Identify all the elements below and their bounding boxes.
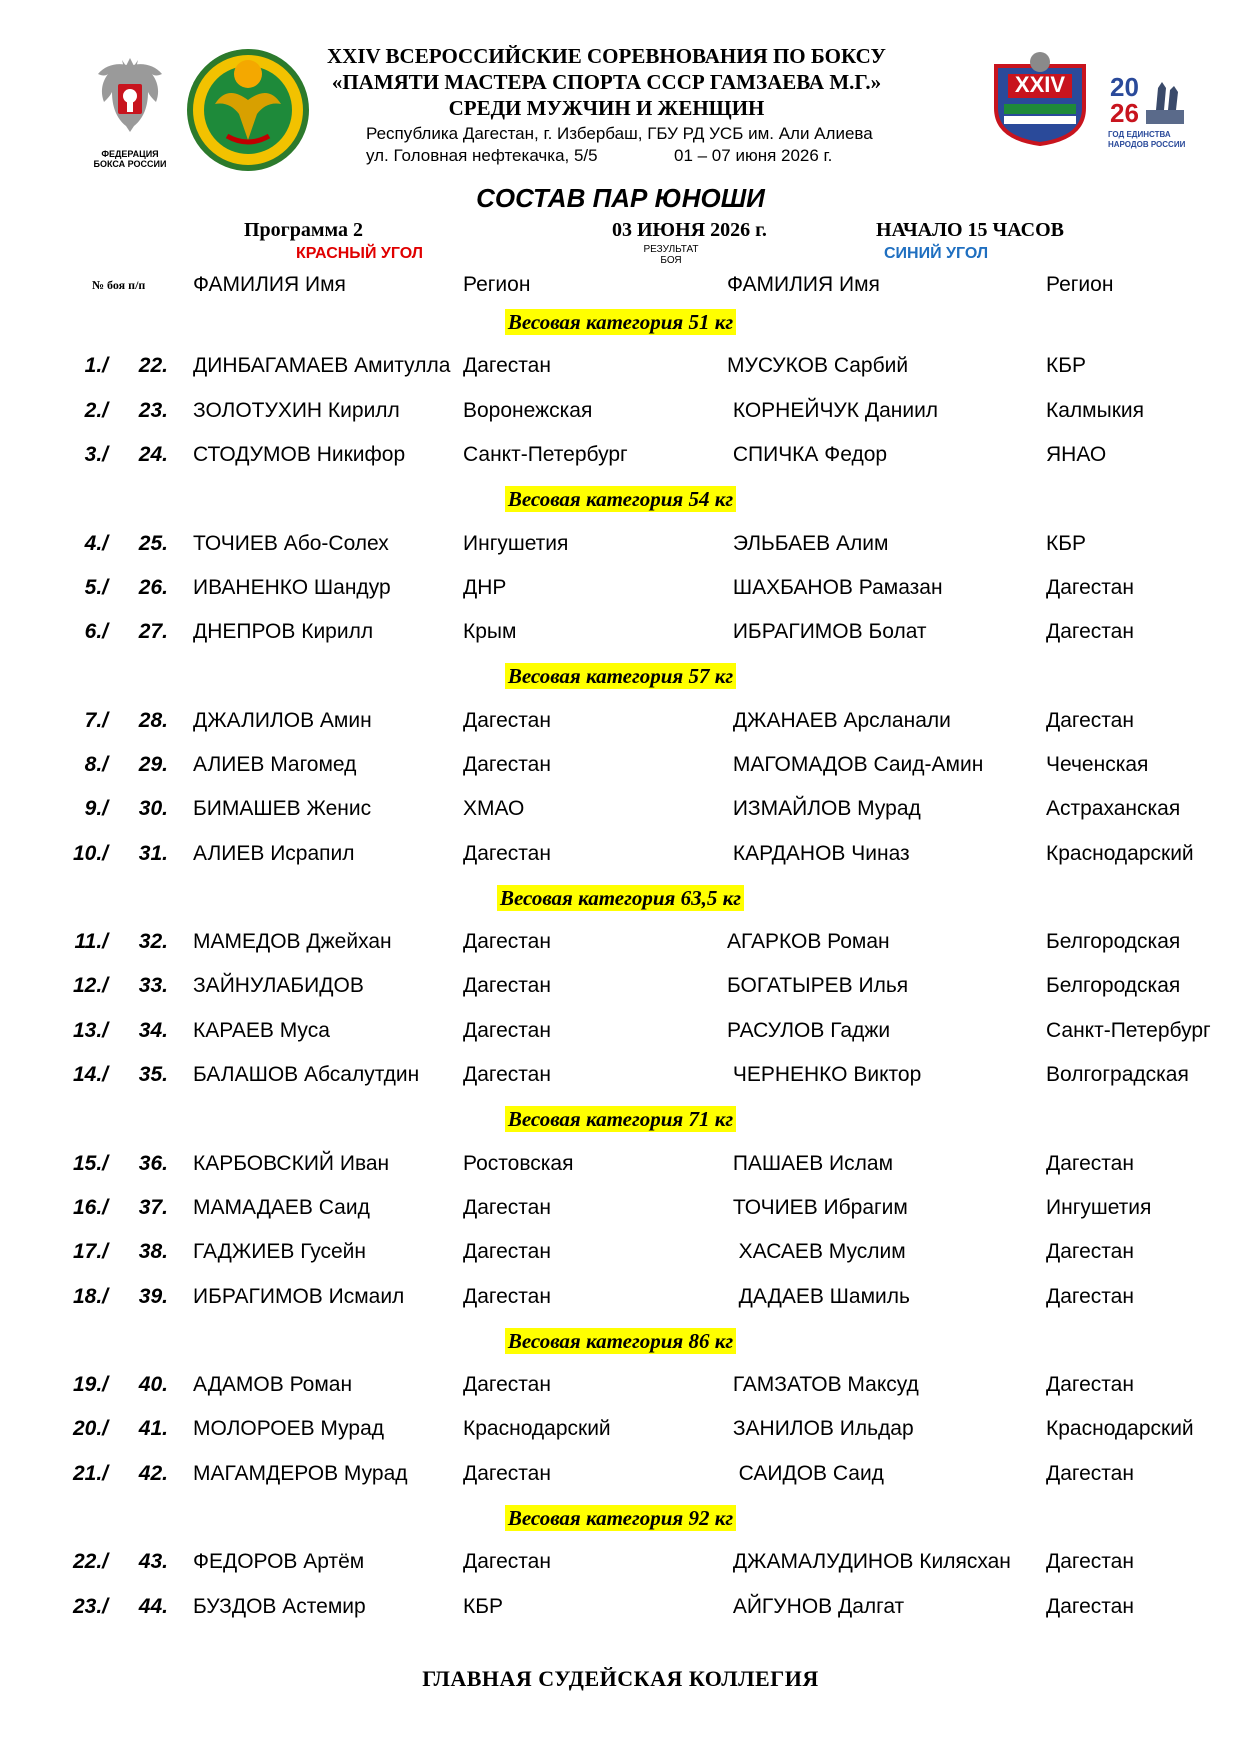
blue-fighter-name: КОРНЕЙЧУК Даниил — [727, 399, 939, 422]
blue-corner-label: СИНИЙ УГОЛ — [884, 245, 989, 262]
red-fighter-region: Дагестан — [463, 842, 551, 865]
bout-number: 28. — [138, 709, 168, 732]
bout-order: 8./ — [84, 753, 108, 776]
red-fighter-name: МАГАМДЕРОВ Мурад — [193, 1462, 408, 1485]
blue-fighter-region: Дагестан — [1046, 1240, 1134, 1263]
result-header-line-1: РЕЗУЛЬТАТ — [643, 244, 699, 255]
bout-row — [0, 1196, 1241, 1226]
red-fighter-name: СТОДУМОВ Никифор — [193, 443, 406, 466]
weight-category-header — [0, 310, 1241, 340]
red-fighter-region: Дагестан — [463, 354, 551, 377]
bout-number: 22. — [138, 354, 168, 377]
red-fighter-region: КБР — [463, 1595, 504, 1618]
bout-row — [0, 930, 1241, 960]
bout-number: 32. — [138, 930, 168, 953]
bout-number: 36. — [138, 1152, 168, 1175]
blue-fighter-name: САИДОВ Саид — [727, 1462, 884, 1485]
red-fighter-region: Дагестан — [463, 753, 551, 776]
bout-row — [0, 1550, 1241, 1580]
blue-fighter-region: Дагестан — [1046, 1285, 1134, 1308]
blue-fighter-region: Дагестан — [1046, 1373, 1134, 1396]
bout-number: 42. — [138, 1462, 168, 1485]
bout-row — [0, 354, 1241, 384]
bout-number: 25. — [138, 532, 168, 555]
header-line-2: «ПАМЯТИ МАСТЕРА СПОРТА СССР ГАМЗАЕВА М.Г.» — [331, 70, 882, 94]
dates-text: 01 – 07 июня 2026 г. — [674, 146, 833, 165]
bout-order: 14./ — [72, 1063, 108, 1086]
blue-fighter-region: Дагестан — [1046, 1595, 1134, 1618]
weight-category-header — [0, 1107, 1241, 1137]
bout-number: 39. — [138, 1285, 168, 1308]
blue-fighter-region: Дагестан — [1046, 1152, 1134, 1175]
red-fighter-name: БУЗДОВ Астемир — [193, 1595, 366, 1618]
weight-category-header — [0, 1506, 1241, 1536]
blue-fighter-region: Белгородская — [1046, 930, 1181, 953]
blue-fighter-region: Дагестан — [1046, 620, 1134, 643]
bout-row — [0, 576, 1241, 606]
blue-fighter-region: Дагестан — [1046, 709, 1134, 732]
bout-order: 1./ — [84, 354, 108, 377]
red-fighter-name: АДАМОВ Роман — [193, 1373, 353, 1396]
red-fighter-name: БАЛАШОВ Абсалутдин — [193, 1063, 420, 1086]
bout-order: 23./ — [72, 1595, 108, 1618]
red-fighter-name: ДНЕПРОВ Кирилл — [193, 620, 374, 643]
bout-order: 12./ — [72, 974, 108, 997]
bout-number: 26. — [138, 576, 168, 599]
blue-fighter-name: ХАСАЕВ Муслим — [727, 1240, 906, 1263]
red-fighter-name: ЗАЙНУЛАБИДОВ — [193, 974, 364, 997]
bout-row — [0, 1240, 1241, 1270]
red-fighter-region: Дагестан — [463, 974, 551, 997]
red-fighter-region: Дагестан — [463, 1196, 551, 1219]
bout-row — [0, 797, 1241, 827]
footer-signature: ГЛАВНАЯ СУДЕЙСКАЯ КОЛЛЕГИЯ — [422, 1666, 819, 1691]
blue-fighter-name: ЗАНИЛОВ Ильдар — [727, 1417, 914, 1440]
blue-fighter-name: ГАМЗАТОВ Максуд — [727, 1373, 919, 1396]
weight-category-header — [0, 886, 1241, 916]
bout-number: 24. — [138, 443, 168, 466]
red-fighter-region: ХМАО — [463, 797, 525, 820]
federation-caption-2: БОКСА РОССИИ — [93, 159, 167, 169]
bout-order: 6./ — [84, 620, 108, 643]
blue-fighter-name: ДАДАЕВ Шамиль — [727, 1285, 910, 1308]
bout-order: 17./ — [72, 1240, 108, 1263]
bout-row — [0, 1595, 1241, 1625]
bout-number: 30. — [138, 797, 168, 820]
unity-year-bottom: 26 — [1110, 98, 1139, 128]
weight-category-header — [0, 487, 1241, 517]
bout-order: 16./ — [72, 1196, 108, 1219]
blue-fighter-region: Астраханская — [1046, 797, 1181, 820]
bout-order: 18./ — [72, 1285, 108, 1308]
blue-fighter-region: Дагестан — [1046, 1550, 1134, 1573]
bout-number: 29. — [138, 753, 168, 776]
blue-fighter-name: СПИЧКА Федор — [727, 443, 888, 466]
bout-row — [0, 1417, 1241, 1447]
red-fighter-name: ЗОЛОТУХИН Кирилл — [193, 399, 400, 422]
blue-fighter-name: АЙГУНОВ Далгат — [727, 1595, 905, 1618]
blue-fighter-name: ЧЕРНЕНКО Виктор — [727, 1063, 922, 1086]
red-fighter-region: Санкт-Петербург — [463, 443, 628, 466]
bout-number: 40. — [138, 1373, 168, 1396]
blue-fighter-region: Волгоградская — [1046, 1063, 1189, 1086]
blue-fighter-name: МАГОМАДОВ Саид-Амин — [727, 753, 984, 776]
red-fighter-region: Дагестан — [463, 930, 551, 953]
blue-fighter-name: ДЖАМАЛУДИНОВ Килясхан — [727, 1550, 1011, 1573]
bout-order: 15./ — [72, 1152, 108, 1175]
bout-number: 23. — [138, 399, 168, 422]
red-corner-label: КРАСНЫЙ УГОЛ — [296, 245, 423, 262]
blue-fighter-region: Дагестан — [1046, 576, 1134, 599]
blue-fighter-name: КАРДАНОВ Чиназ — [727, 842, 910, 865]
address-text: ул. Головная нефтекачка, 5/5 — [366, 146, 598, 165]
program-label: Программа 2 — [244, 219, 363, 241]
bout-number: 43. — [138, 1550, 168, 1573]
weight-category-header — [0, 664, 1241, 694]
red-fighter-name: ИБРАГИМОВ Исмаил — [193, 1285, 405, 1308]
blue-fighter-region: КБР — [1046, 354, 1087, 377]
bout-row — [0, 1152, 1241, 1182]
bout-order: 7./ — [84, 709, 108, 732]
blue-fighter-region: Калмыкия — [1046, 399, 1144, 422]
bout-row — [0, 1019, 1241, 1049]
program-date: 03 ИЮНЯ 2026 г. — [612, 219, 767, 241]
blue-fighter-name: ДЖАНАЕВ Арсланали — [727, 709, 951, 732]
red-fighter-name: ДИНБАГАМАЕВ Амитулла — [193, 354, 451, 377]
blue-fighter-region: Ингушетия — [1046, 1196, 1152, 1219]
red-fighter-name: МАМАДАЕВ Саид — [193, 1196, 370, 1219]
bout-number: 27. — [138, 620, 168, 643]
bout-order: 11./ — [74, 930, 108, 953]
red-fighter-name: ИВАНЕНКО Шандур — [193, 576, 391, 599]
bout-row — [0, 709, 1241, 739]
unity-year-top: 20 — [1110, 72, 1139, 102]
blue-fighter-region: Белгородская — [1046, 974, 1181, 997]
bout-order: 5./ — [84, 576, 108, 599]
weight-category-title: Весовая категория 86 кг — [505, 1328, 736, 1354]
bout-row — [0, 443, 1241, 473]
bout-number: 31. — [138, 842, 168, 865]
bout-row — [0, 1063, 1241, 1093]
red-fighter-name: БИМАШЕВ Женис — [193, 797, 372, 820]
blue-fighter-name: ИБРАГИМОВ Болат — [727, 620, 927, 643]
bout-number: 33. — [138, 974, 168, 997]
bout-number: 35. — [138, 1063, 168, 1086]
blue-fighter-name: ПАШАЕВ Ислам — [727, 1152, 894, 1175]
bout-number: 37. — [138, 1196, 168, 1219]
red-fighter-name: ФЕДОРОВ Артём — [193, 1550, 365, 1573]
red-fighter-name: ГАДЖИЕВ Гусейн — [193, 1240, 366, 1263]
blue-fighter-name: БОГАТЫРЕВ Илья — [727, 974, 909, 997]
column-header-number: № боя п/п — [92, 278, 146, 292]
blue-fighter-name: ИЗМАЙЛОВ Мурад — [727, 797, 921, 820]
red-fighter-region: Ростовская — [463, 1152, 574, 1175]
red-fighter-name: КАРБОВСКИЙ Иван — [193, 1152, 390, 1175]
red-fighter-region: Дагестан — [463, 1462, 551, 1485]
weight-category-title: Весовая категория 71 кг — [505, 1106, 736, 1132]
red-fighter-region: Дагестан — [463, 1063, 551, 1086]
bout-order: 3./ — [84, 443, 108, 466]
red-fighter-region: Дагестан — [463, 1285, 551, 1308]
bout-order: 21./ — [72, 1462, 108, 1485]
blue-fighter-region: Дагестан — [1046, 1462, 1134, 1485]
column-header-red-region: Регион — [463, 273, 531, 296]
unity-caption-2: НАРОДОВ РОССИИ — [1108, 140, 1186, 149]
weight-category-header — [0, 1329, 1241, 1359]
event-badge-numeral: XXIV — [1014, 72, 1066, 97]
blue-fighter-name: ТОЧИЕВ Ибрагим — [727, 1196, 908, 1219]
unity-caption-1: ГОД ЕДИНСТВА — [1108, 130, 1171, 139]
bout-row — [0, 532, 1241, 562]
weight-category-title: Весовая категория 54 кг — [505, 486, 736, 512]
blue-fighter-name: АГАРКОВ Роман — [727, 930, 890, 953]
bout-row — [0, 753, 1241, 783]
federation-caption-1: ФЕДЕРАЦИЯ — [101, 149, 159, 159]
blue-fighter-name: ШАХБАНОВ Рамазан — [727, 576, 943, 599]
page-title: СОСТАВ ПАР ЮНОШИ — [476, 183, 765, 213]
red-fighter-name: КАРАЕВ Муса — [193, 1019, 330, 1042]
weight-category-title: Весовая категория 57 кг — [505, 663, 736, 689]
weight-category-title: Весовая категория 63,5 кг — [497, 885, 744, 911]
bout-order: 2./ — [84, 399, 108, 422]
bout-row — [0, 1285, 1241, 1315]
bout-row — [0, 1462, 1241, 1492]
blue-fighter-name: МУСУКОВ Сарбий — [727, 354, 909, 377]
result-header-line-2: БОЯ — [660, 255, 682, 266]
bout-order: 4./ — [84, 532, 108, 555]
bout-row — [0, 620, 1241, 650]
red-fighter-region: Дагестан — [463, 1373, 551, 1396]
weight-category-title: Весовая категория 51 кг — [505, 309, 736, 335]
column-header-blue-name: ФАМИЛИЯ Имя — [727, 273, 880, 296]
blue-fighter-name: ЭЛЬБАЕВ Алим — [727, 532, 889, 555]
bout-row — [0, 399, 1241, 429]
blue-fighter-region: Санкт-Петербург — [1046, 1019, 1211, 1042]
red-fighter-region: Ингушетия — [463, 532, 569, 555]
bout-number: 34. — [138, 1019, 168, 1042]
red-fighter-region: Воронежская — [463, 399, 593, 422]
red-fighter-name: МАМЕДОВ Джейхан — [193, 930, 392, 953]
bout-row — [0, 1373, 1241, 1403]
program-start-time: НАЧАЛО 15 ЧАСОВ — [876, 219, 1065, 241]
bout-order: 13./ — [72, 1019, 108, 1042]
bout-order: 9./ — [84, 797, 108, 820]
bout-order: 10./ — [72, 842, 108, 865]
bout-order: 19./ — [72, 1373, 108, 1396]
red-fighter-region: ДНР — [463, 576, 507, 599]
blue-fighter-region: Краснодарский — [1046, 1417, 1194, 1440]
blue-fighter-name: РАСУЛОВ Гаджи — [727, 1019, 891, 1042]
red-fighter-region: Дагестан — [463, 1019, 551, 1042]
red-fighter-name: АЛИЕВ Магомед — [193, 753, 357, 776]
bout-row — [0, 842, 1241, 872]
venue-text: Республика Дагестан, г. Избербаш, ГБУ РД УСБ им. Али Алиева — [366, 124, 873, 143]
bout-order: 20./ — [72, 1417, 108, 1440]
header-line-1: XXIV ВСЕРОССИЙСКИЕ СОРЕВНОВАНИЯ ПО БОКСУ — [327, 44, 886, 68]
red-fighter-name: МОЛОРОЕВ Мурад — [193, 1417, 385, 1440]
bout-row — [0, 974, 1241, 1004]
red-fighter-region: Дагестан — [463, 1550, 551, 1573]
header-line-3: СРЕДИ МУЖЧИН И ЖЕНЩИН — [448, 96, 765, 120]
bout-number: 38. — [138, 1240, 168, 1263]
weight-category-title: Весовая категория 92 кг — [505, 1505, 736, 1531]
red-fighter-name: ТОЧИЕВ Або-Солех — [193, 532, 389, 555]
red-fighter-region: Дагестан — [463, 709, 551, 732]
red-fighter-region: Крым — [463, 620, 517, 643]
blue-fighter-region: ЯНАО — [1046, 443, 1107, 466]
red-fighter-region: Дагестан — [463, 1240, 551, 1263]
red-fighter-region: Краснодарский — [463, 1417, 611, 1440]
blue-fighter-region: Краснодарский — [1046, 842, 1194, 865]
red-fighter-name: ДЖАЛИЛОВ Амин — [193, 709, 372, 732]
column-header-red-name: ФАМИЛИЯ Имя — [193, 273, 346, 296]
column-header-blue-region: Регион — [1046, 273, 1114, 296]
bout-number: 41. — [138, 1417, 168, 1440]
blue-fighter-region: КБР — [1046, 532, 1087, 555]
bout-order: 22./ — [72, 1550, 108, 1573]
bout-number: 44. — [138, 1595, 168, 1618]
blue-fighter-region: Чеченская — [1046, 753, 1149, 776]
result-header — [636, 244, 706, 266]
red-fighter-name: АЛИЕВ Исрапил — [193, 842, 355, 865]
